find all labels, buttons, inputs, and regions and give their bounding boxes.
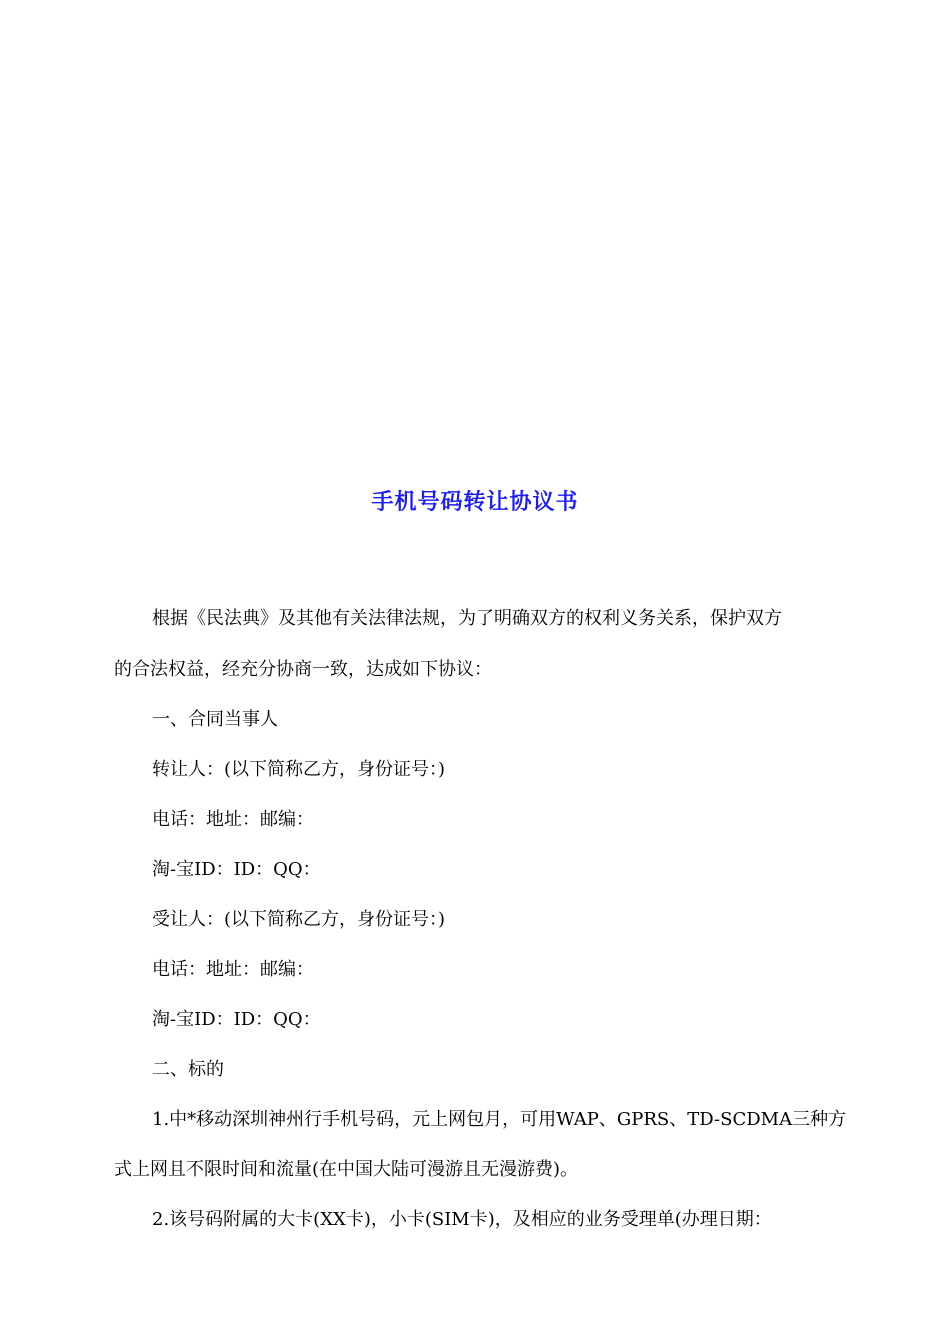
- paragraph-item-1-line-1: 1.中*移动深圳神州行手机号码，元上网包月，可用WAP、GPRS、TD-SCDMA三种方: [152, 1109, 847, 1130]
- paragraph-transferor: 转让人：(以下简称乙方，身份证号：): [152, 759, 446, 780]
- paragraph-intro-line-2: 的合法权益，经充分协商一致，达成如下协议：: [114, 659, 492, 680]
- paragraph-intro-line-1: 根据《民法典》及其他有关法律法规，为了明确双方的权利义务关系，保护双方: [152, 608, 782, 629]
- paragraph-transferee: 受让人：(以下简称乙方，身份证号：): [152, 909, 446, 930]
- paragraph-transferor-contact: 电话：地址：邮编：: [152, 809, 314, 830]
- paragraph-transferor-ids: 淘-宝ID：ID：QQ：: [152, 859, 321, 880]
- paragraph-item-2-line-1: 2.该号码附属的大卡(XX卡)，小卡(SIM卡)，及相应的业务受理单(办理日期：: [152, 1209, 772, 1230]
- document-title: 手机号码转让协议书: [371, 490, 579, 515]
- paragraph-transferee-contact: 电话：地址：邮编：: [152, 959, 314, 980]
- paragraph-transferee-ids: 淘-宝ID：ID：QQ：: [152, 1009, 321, 1030]
- section-heading-subject: 二、标的: [152, 1059, 224, 1080]
- section-heading-parties: 一、合同当事人: [152, 709, 278, 730]
- paragraph-item-1-line-2: 式上网且不限时间和流量(在中国大陆可漫游且无漫游费)。: [114, 1159, 579, 1180]
